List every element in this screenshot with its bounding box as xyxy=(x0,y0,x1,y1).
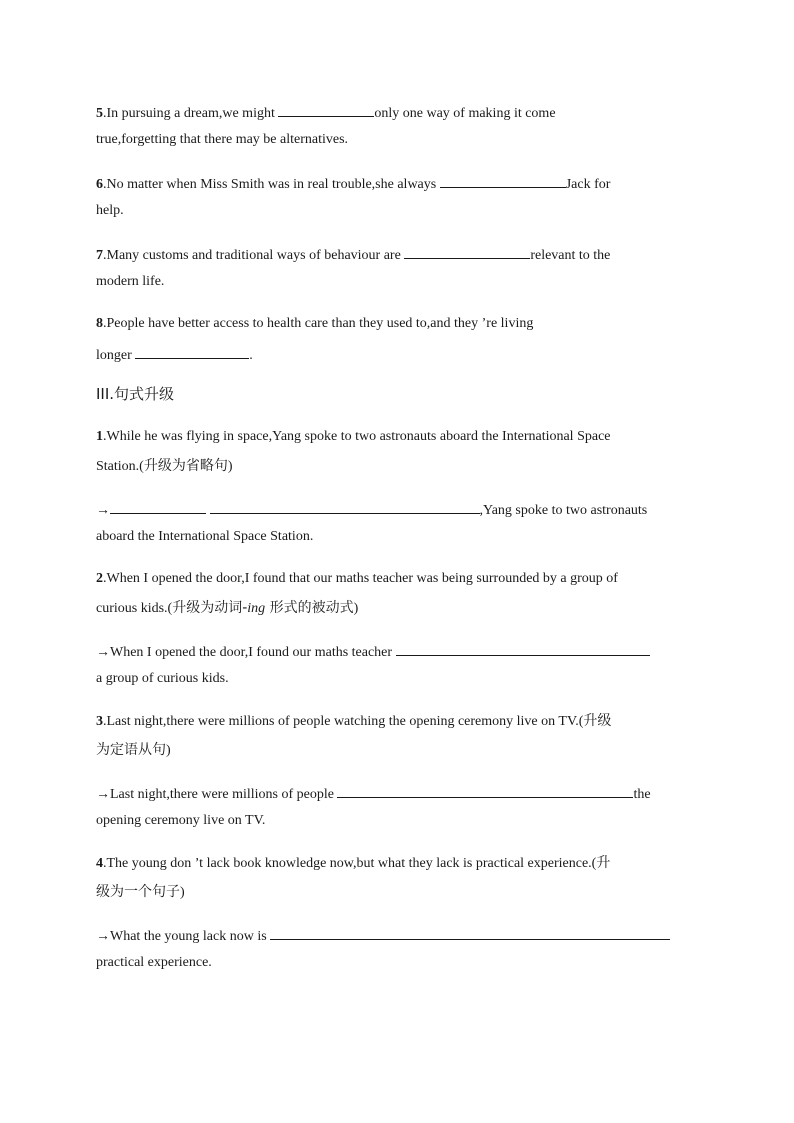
question-text: . xyxy=(249,348,253,363)
question-text: .In pursuing a dream,we might xyxy=(103,106,279,121)
rewrite-1-answer-line1 xyxy=(96,498,647,521)
instruction-text: 形式的被动式 xyxy=(265,600,354,616)
question-text: ) xyxy=(227,459,233,474)
question-text: ,Yang spoke to two astronauts xyxy=(479,503,648,518)
question-text: ) xyxy=(180,885,185,900)
rewrite-2-line1 xyxy=(96,569,618,589)
question-7-line2: modern life. xyxy=(96,274,165,289)
question-text: .When I opened the door,I found that our maths teacher was being surrounded by a group of xyxy=(103,571,618,586)
instruction-text: 升级为省略句 xyxy=(143,458,228,474)
question-text: Station.( xyxy=(96,459,144,474)
question-number: 5 xyxy=(96,106,103,121)
rewrite-1-answer-line2: aboard the International Space Station. xyxy=(96,529,314,544)
question-6-line2: help. xyxy=(96,203,124,218)
question-text: →Last night,there were millions of people xyxy=(96,787,338,802)
question-text: ) xyxy=(166,743,171,758)
rewrite-1-line1 xyxy=(96,427,611,447)
question-6-line1 xyxy=(96,172,610,195)
answer-blank[interactable] xyxy=(110,498,206,514)
question-5-line1 xyxy=(96,101,556,124)
question-text: the xyxy=(633,787,651,802)
question-text: →What the young lack now is xyxy=(96,929,271,944)
question-number: 4 xyxy=(96,856,103,871)
arrow-icon: → xyxy=(96,503,110,518)
answer-blank[interactable] xyxy=(396,640,650,656)
question-text: .No matter when Miss Smith was in real trouble,she always xyxy=(103,177,440,192)
rewrite-2-answer-line2: a group of curious kids. xyxy=(96,671,229,686)
rewrite-2-answer-line1 xyxy=(96,640,650,663)
question-text: ) xyxy=(353,601,359,616)
answer-blank[interactable] xyxy=(404,243,530,259)
question-number: 2 xyxy=(96,571,103,586)
answer-blank[interactable] xyxy=(135,343,249,359)
question-text: relevant to the xyxy=(530,248,611,263)
question-text: →When I opened the door,I found our maths teacher xyxy=(96,645,396,660)
question-text: .Many customs and traditional ways of behaviour are xyxy=(103,248,405,263)
rewrite-3-line1 xyxy=(96,711,611,732)
answer-blank[interactable] xyxy=(440,172,566,188)
instruction-text: 升 xyxy=(596,855,611,871)
rewrite-3-answer-line1 xyxy=(96,782,651,805)
question-7-line1 xyxy=(96,243,610,266)
question-text: .The young don ’t lack book knowledge now,but what they lack is practical experience.( xyxy=(103,856,597,871)
rewrite-2-line2 xyxy=(96,598,358,619)
question-number: 1 xyxy=(96,429,103,444)
answer-blank[interactable] xyxy=(278,101,374,117)
question-8-line1 xyxy=(96,314,533,334)
rewrite-4-answer-line2: practical experience. xyxy=(96,955,212,970)
answer-blank[interactable] xyxy=(210,498,480,514)
rewrite-4-answer-line1 xyxy=(96,924,670,947)
question-text: .While he was flying in space,Yang spoke to two astronauts aboard the International Space xyxy=(103,429,611,444)
question-text: only one way of making it come xyxy=(374,106,556,121)
question-number: 7 xyxy=(96,248,103,263)
answer-blank[interactable] xyxy=(270,924,670,940)
rewrite-3-answer-line2: opening ceremony live on TV. xyxy=(96,813,266,828)
question-text: Jack for xyxy=(565,177,611,192)
question-text: .People have better access to health care than they used to,and they ’re living xyxy=(103,316,534,331)
question-text: .Last night,there were millions of people watching the opening ceremony live on TV.( xyxy=(103,714,584,729)
question-5-line2: true,forgetting that there may be alternatives. xyxy=(96,132,349,147)
rewrite-3-line2 xyxy=(96,740,171,761)
instruction-italic: ing xyxy=(247,601,266,616)
answer-blank[interactable] xyxy=(337,782,633,798)
rewrite-4-line1 xyxy=(96,853,610,874)
rewrite-4-line2 xyxy=(96,882,185,903)
rewrite-1-line2 xyxy=(96,456,233,477)
question-text: curious kids.( xyxy=(96,601,173,616)
question-number: 6 xyxy=(96,177,103,192)
question-8-line2 xyxy=(96,343,253,366)
question-number: 8 xyxy=(96,316,103,331)
instruction-text: 为定语从句 xyxy=(96,742,166,758)
instruction-text: 升级 xyxy=(583,713,612,729)
instruction-text: 级为一个句子 xyxy=(96,884,180,900)
question-number: 3 xyxy=(96,714,103,729)
section-heading: III.句式升级 xyxy=(96,385,175,403)
question-text: longer xyxy=(96,348,136,363)
instruction-text: 升级为动词- xyxy=(172,600,248,616)
